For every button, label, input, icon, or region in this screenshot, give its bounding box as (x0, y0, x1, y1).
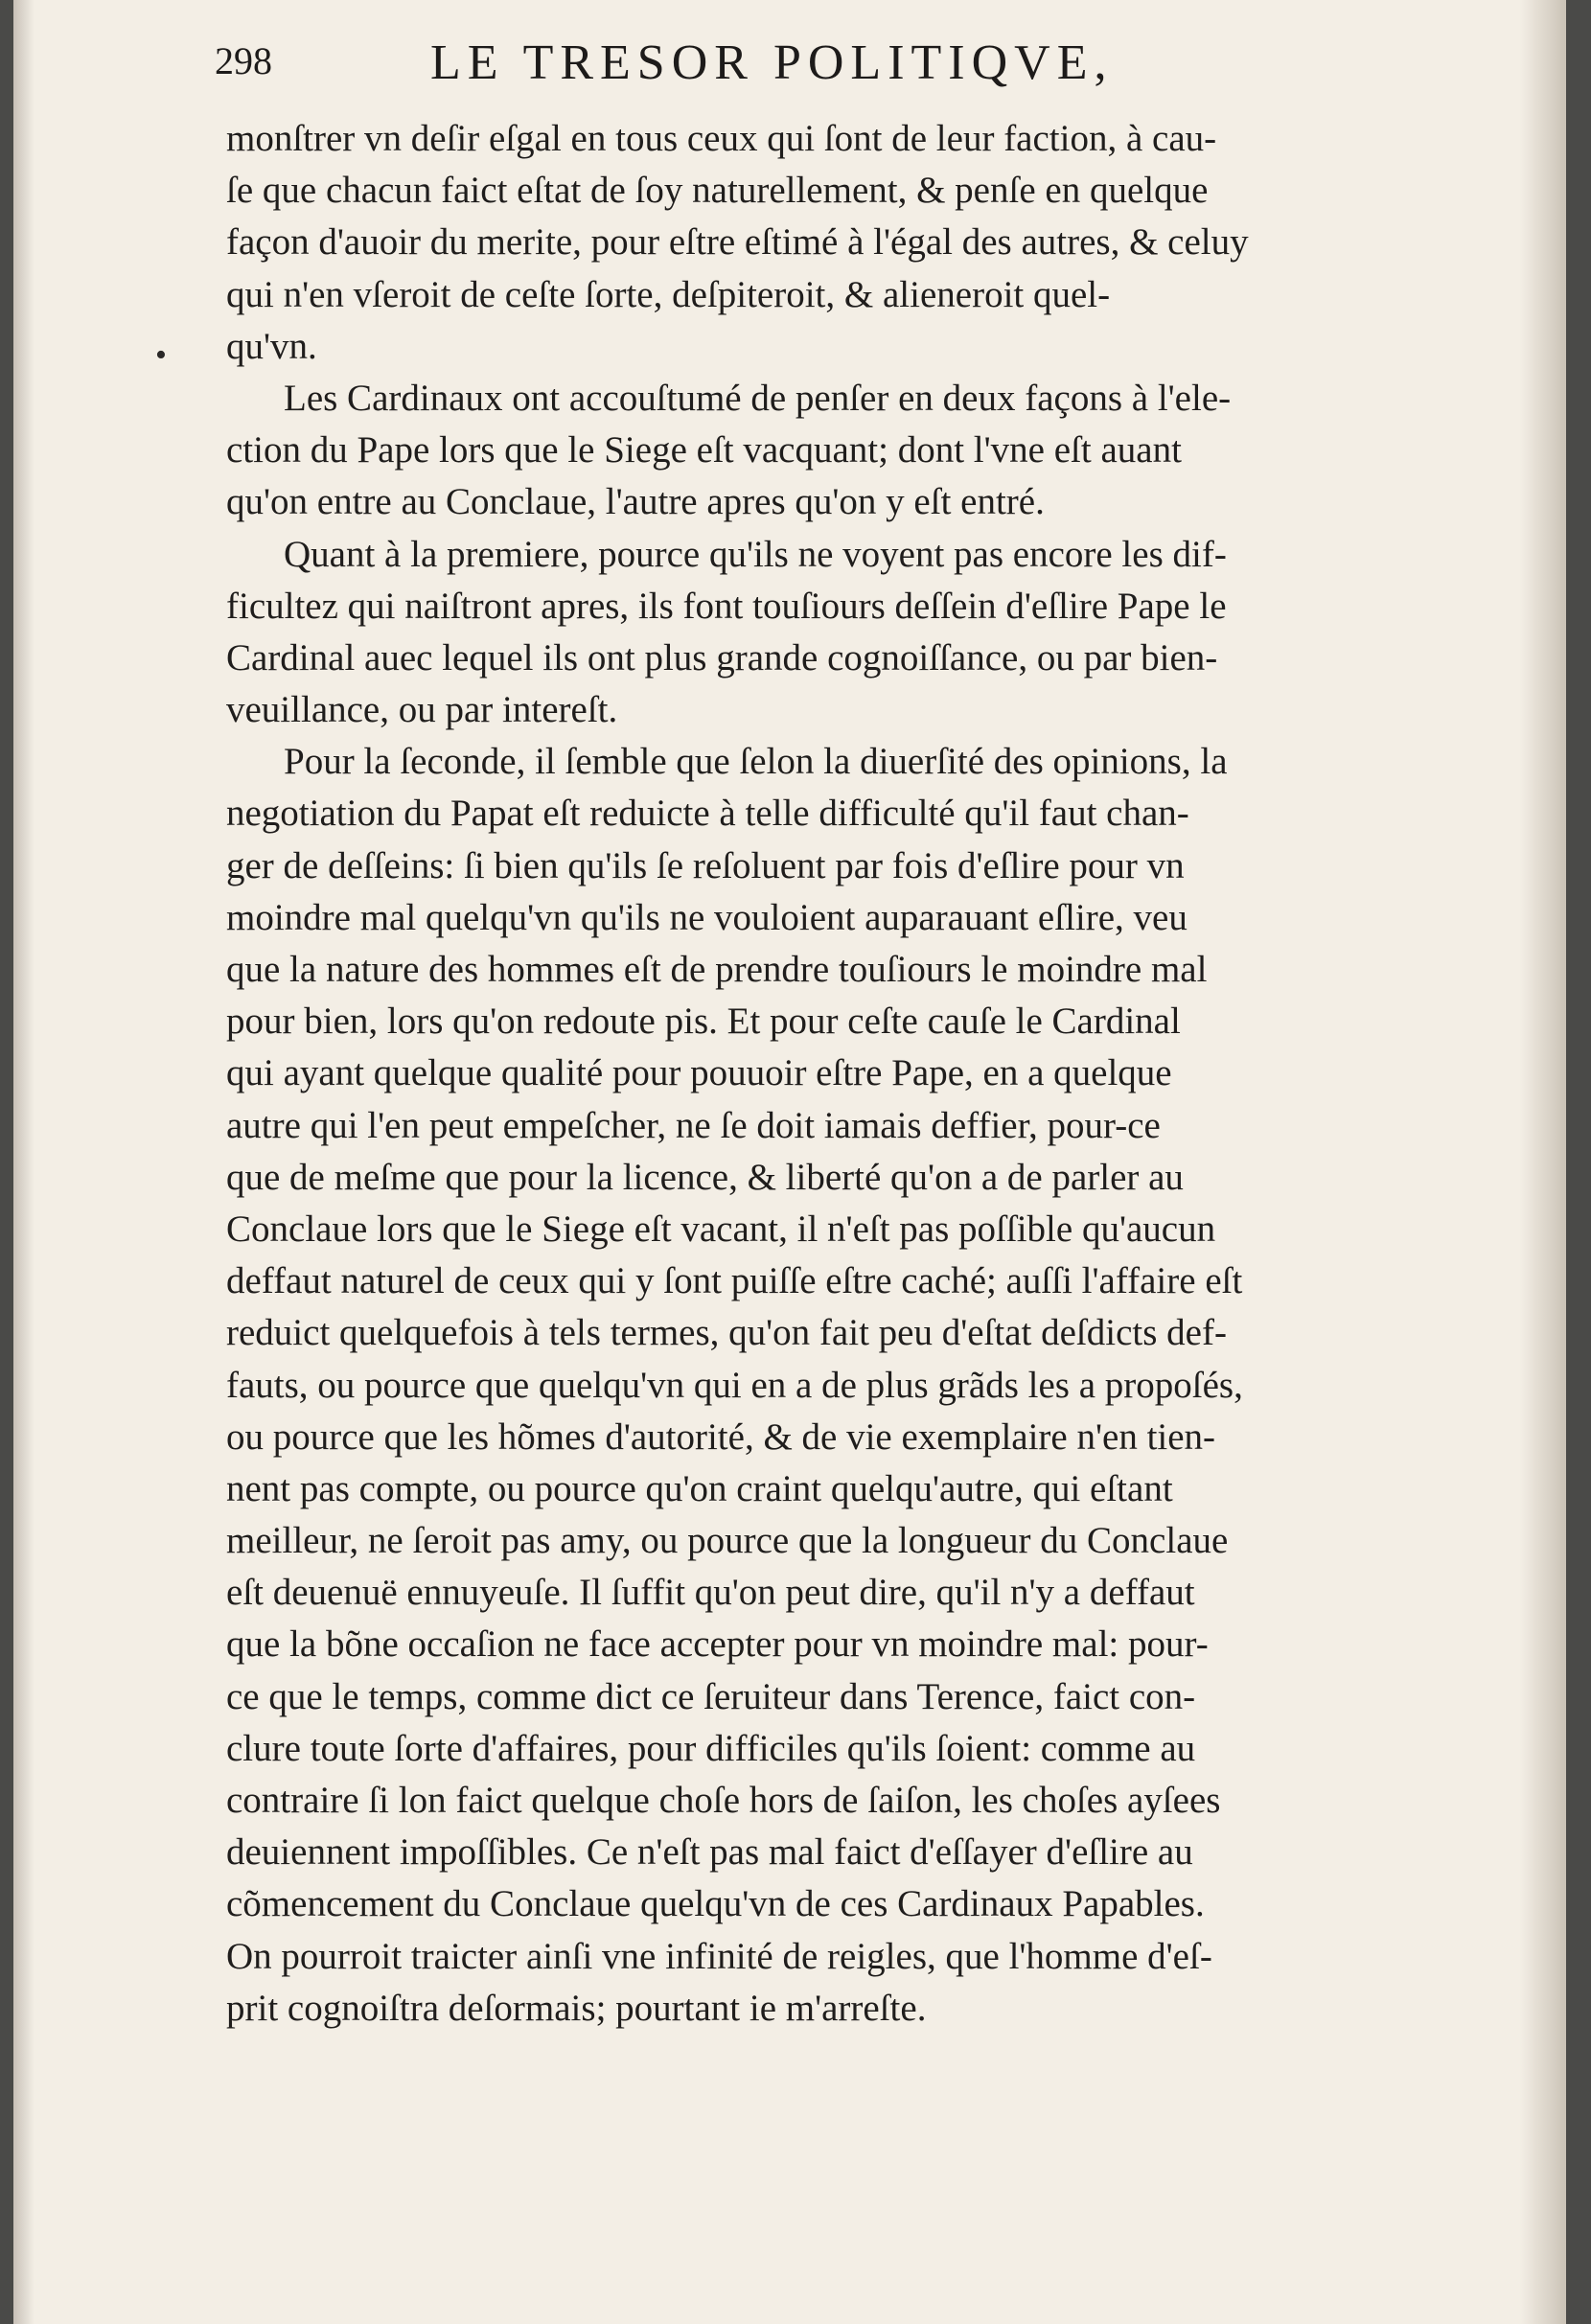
text-line: façon d'auoir du merite, pour eſtre eſtimé à l'égal des autres, & celuy (226, 221, 1249, 264)
page-number: 298 (215, 39, 272, 82)
margin-bullet-mark: • (155, 337, 167, 373)
page-edge-shadow (1520, 0, 1566, 2324)
text-line: ou pource que les hõmes d'autorité, & de vie exemplaire n'en tien- (226, 1415, 1216, 1458)
running-title: LE TRESOR POLITIQVE, (430, 35, 1114, 90)
text-line: Conclaue lors que le Siege eſt vacant, il n'eſt pas poſſible qu'aucun (226, 1208, 1216, 1250)
text-line: qu'on entre au Conclaue, l'autre apres qu'on y eſt entré. (226, 481, 1045, 523)
text-line: monſtrer vn deſir eſgal en tous ceux qui ſont de leur faction, à cau- (226, 118, 1217, 159)
text-line: que la bõne occaſion ne face accepter pour vn moindre mal: pour- (226, 1623, 1209, 1666)
text-line: contraire ſi lon faict quelque choſe hors de ſaiſon, les choſes ayſees (226, 1780, 1221, 1821)
text-line: veuillance, ou par intereſt. (226, 689, 618, 731)
text-line: deuiennent impoſſibles. Ce n'eſt pas mal faict d'eſſayer d'eſlire au (226, 1831, 1193, 1874)
text-line: qu'vn. (226, 325, 317, 367)
text-line: meilleur, ne ſeroit pas amy, ou pource que la longueur du Conclaue (226, 1520, 1229, 1562)
text-line: eſt deuenuë ennuyeuſe. Il ſuffit qu'on peut dire, qu'il n'y a deffaut (226, 1572, 1195, 1614)
text-line: deffaut naturel de ceux qui y ſont puiſſe eſtre caché; auſſi l'affaire eſt (226, 1260, 1243, 1302)
gutter-shadow (13, 0, 35, 2324)
text-line: que de meſme que pour la licence, & liberté qu'on a de parler au (226, 1156, 1184, 1198)
text-line: ction du Pape lors que le Siege eſt vacquant; dont l'vne eſt auant (226, 429, 1182, 472)
text-line: reduict quelquefois à tels termes, qu'on fait peu d'eſtat deſdicts def- (226, 1312, 1227, 1354)
text-line: Pour la ſeconde, il ſemble que ſelon la diuerſité des opinions, la (284, 741, 1228, 783)
text-line: Quant à la premiere, pource qu'ils ne voyent pas encore les dif- (284, 533, 1227, 575)
text-line: ficultez qui naiſtront apres, ils font touſiours deſſein d'eſlire Pape le (226, 585, 1227, 627)
text-line: On pourroit traicter ainſi vne infinité de reigles, que l'homme d'eſ- (226, 1935, 1212, 1977)
text-line: qui n'en vſeroit de ceſte ſorte, deſpiteroit, & alieneroit quel- (226, 273, 1111, 315)
text-line: negotiation du Papat eſt reduicte à telle difficulté qu'il faut chan- (226, 793, 1189, 835)
text-line: Cardinal auec lequel ils ont plus grande cognoiſſance, ou par bien- (226, 636, 1218, 679)
text-line: ce que le temps, comme dict ce ſeruiteur dans Terence, faict con- (226, 1675, 1196, 1717)
page-header (215, 31, 1499, 107)
text-line: moindre mal quelqu'vn qu'ils ne vouloient auparauant eſlire, veu (226, 896, 1187, 938)
body-text (226, 113, 1506, 2035)
text-line: que la nature des hommes eſt de prendre touſiours le moindre mal (226, 949, 1208, 990)
text-line: clure toute ſorte d'affaires, pour difficiles qu'ils ſoient: comme au (226, 1727, 1196, 1769)
text-line: nent pas compte, ou pource qu'on craint quelqu'autre, qui eſtant (226, 1467, 1173, 1509)
text-line: autre qui l'en peut empeſcher, ne ſe doit iamais deffier, pour-ce (226, 1104, 1161, 1146)
text-line: cõmencement du Conclaue quelqu'vn de ces Cardinaux Papables. (226, 1883, 1205, 1925)
text-line: ger de deſſeins: ſi bien qu'ils ſe reſoluent par fois d'eſlire pour vn (226, 844, 1185, 886)
text-line: fauts, ou pource que quelqu'vn qui en a de plus grãds les a propoſés, (226, 1364, 1243, 1406)
text-line: prit cognoiſtra deſormais; pourtant ie m'arreſte. (226, 1987, 927, 2029)
text-line: ſe que chacun faict eſtat de ſoy naturellement, & penſe en quelque (226, 170, 1209, 212)
text-line: qui ayant quelque qualité pour pouuoir eſtre Pape, en a quelque (226, 1052, 1172, 1094)
text-line: pour bien, lors qu'on redoute pis. Et pour ceſte cauſe le Cardinal (226, 1001, 1181, 1043)
text-line: Les Cardinaux ont accouſtumé de penſer en deux façons à l'ele- (284, 377, 1232, 419)
book-page (13, 0, 1566, 2324)
